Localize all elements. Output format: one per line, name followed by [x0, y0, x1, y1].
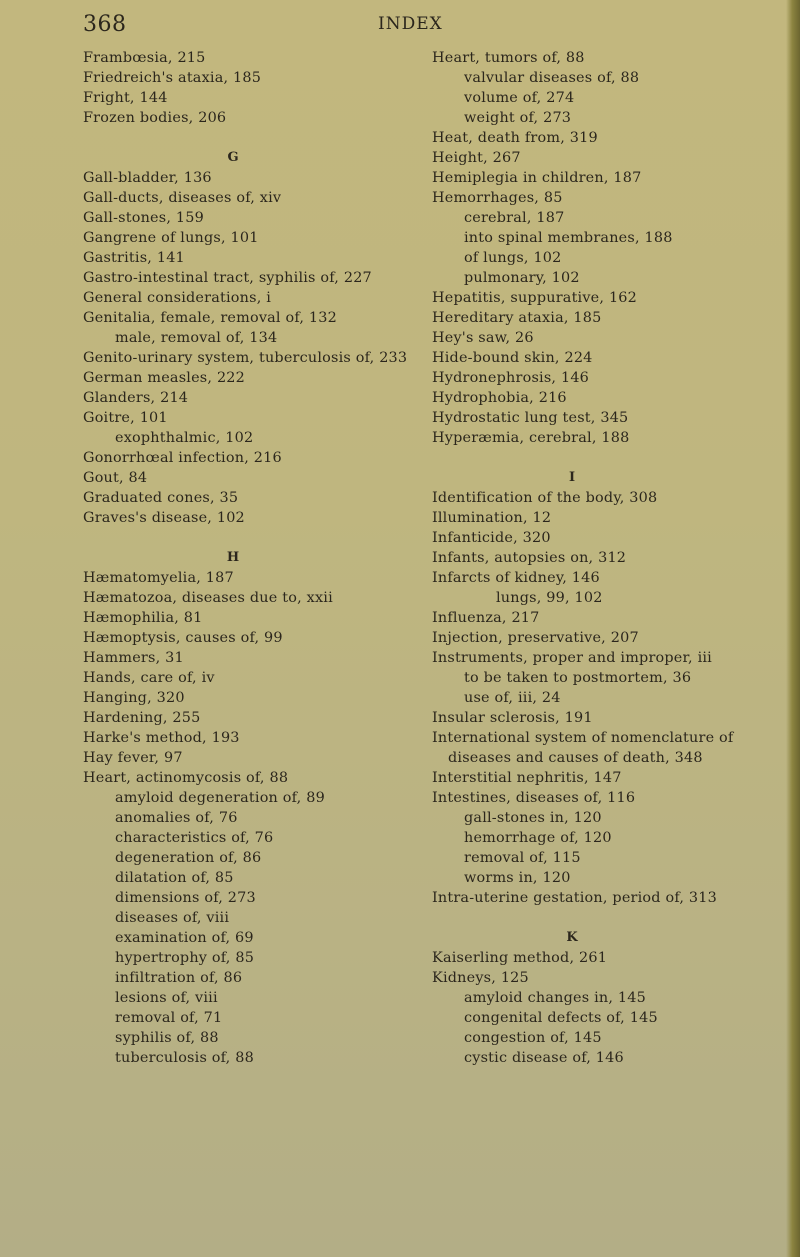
index-entry: Hemiplegia in children, 187: [432, 170, 642, 186]
index-entry: Gall-stones, 159: [83, 210, 204, 226]
index-entry: Hæmatozoa, diseases due to, xxii: [83, 590, 333, 606]
index-subentry: removal of, 115: [464, 850, 581, 866]
index-entry: Gastritis, 141: [83, 250, 185, 266]
index-entry: Genito-urinary system, tuberculosis of, 233: [83, 350, 408, 366]
index-entry: Hydrostatic lung test, 345: [432, 410, 629, 426]
index-subentry: degeneration of, 86: [115, 850, 262, 866]
index-entry: Infarcts of kidney, 146: [432, 570, 600, 586]
index-entry: Hæmatomyelia, 187: [83, 570, 234, 586]
index-entry: Hammers, 31: [83, 650, 184, 666]
index-subentry: anomalies of, 76: [115, 810, 238, 826]
index-column-left: [83, 48, 413, 1068]
page-number: 368: [83, 12, 127, 37]
index-entry: Friedreich's ataxia, 185: [83, 70, 262, 86]
index-entry: Kidneys, 125: [432, 970, 529, 986]
section-heading-h: H: [226, 550, 240, 565]
index-entry: Infanticide, 320: [432, 530, 551, 546]
index-entry: Hanging, 320: [83, 690, 185, 706]
index-subentry: volume of, 274: [464, 90, 575, 106]
index-subentry: lungs, 99, 102: [496, 590, 603, 606]
index-subentry: hypertrophy of, 85: [115, 950, 255, 966]
index-subentry: cerebral, 187: [464, 210, 565, 226]
index-entry: Frozen bodies, 206: [83, 110, 227, 126]
index-subentry: amyloid changes in, 145: [464, 990, 646, 1006]
index-entry: Infants, autopsies on, 312: [432, 550, 627, 566]
index-entry: Instruments, proper and improper, iii: [432, 650, 712, 666]
index-subentry: cystic disease of, 146: [464, 1050, 624, 1066]
index-subentry: worms in, 120: [464, 870, 571, 886]
index-entry: Heart, tumors of, 88: [432, 50, 585, 66]
index-subentry: to be taken to postmortem, 36: [464, 670, 692, 686]
index-entry: Influenza, 217: [432, 610, 540, 626]
index-entry: Hands, care of, iv: [83, 670, 215, 686]
section-k: [432, 948, 800, 1068]
section-h-continued: [432, 48, 800, 448]
index-subentry: characteristics of, 76: [115, 830, 274, 846]
index-entry: Gastro-intestinal tract, syphilis of, 227: [83, 270, 372, 286]
index-subentry: weight of, 273: [464, 110, 572, 126]
index-entry: Hyperæmia, cerebral, 188: [432, 430, 630, 446]
index-subentry: syphilis of, 88: [115, 1030, 219, 1046]
index-subentry: infiltration of, 86: [115, 970, 243, 986]
index-entry: Harke's method, 193: [83, 730, 240, 746]
section-f: [83, 48, 413, 128]
index-entry: Intra-uterine gestation, period of, 313: [432, 890, 717, 906]
index-entry: German measles, 222: [83, 370, 246, 386]
index-subentry: male, removal of, 134: [115, 330, 278, 346]
index-entry: Identification of the body, 308: [432, 490, 658, 506]
index-subentry: dilatation of, 85: [115, 870, 234, 886]
index-subentry: removal of, 71: [115, 1010, 223, 1026]
index-entry: International system of nomenclature of: [432, 730, 734, 746]
index-subentry: hemorrhage of, 120: [464, 830, 612, 846]
index-entry: Gonorrhœal infection, 216: [83, 450, 282, 466]
section-h: [83, 568, 413, 1068]
section-heading-g: G: [227, 150, 239, 165]
index-entry: Gall-bladder, 136: [83, 170, 212, 186]
section-g: [83, 168, 413, 528]
index-subentry: lesions of, viii: [115, 990, 218, 1006]
index-subentry: diseases and causes of death, 348: [448, 750, 703, 766]
index-entry: Height, 267: [432, 150, 521, 166]
index-entry: Hey's saw, 26: [432, 330, 534, 346]
index-column-right: [432, 48, 800, 1068]
index-subentry: diseases of, viii: [115, 910, 230, 926]
index-entry: Hemorrhages, 85: [432, 190, 563, 206]
index-entry: Gangrene of lungs, 101: [83, 230, 259, 246]
index-entry: Hydronephrosis, 146: [432, 370, 590, 386]
index-subentry: gall-stones in, 120: [464, 810, 602, 826]
index-subentry: of lungs, 102: [464, 250, 562, 266]
index-entry: Frambœsia, 215: [83, 50, 206, 66]
running-head: INDEX: [378, 14, 443, 34]
index-subentry: into spinal membranes, 188: [464, 230, 673, 246]
index-entry: Intestines, diseases of, 116: [432, 790, 636, 806]
index-subentry: congenital defects of, 145: [464, 1010, 658, 1026]
index-entry: Insular sclerosis, 191: [432, 710, 593, 726]
index-subentry: valvular diseases of, 88: [464, 70, 640, 86]
index-entry: Hide-bound skin, 224: [432, 350, 593, 366]
index-entry: Gout, 84: [83, 470, 148, 486]
index-entry: Fright, 144: [83, 90, 168, 106]
index-entry: General considerations, i: [83, 290, 272, 306]
index-entry: Hæmophilia, 81: [83, 610, 203, 626]
index-subentry: dimensions of, 273: [115, 890, 256, 906]
index-entry: Interstitial nephritis, 147: [432, 770, 622, 786]
index-entry: Genitalia, female, removal of, 132: [83, 310, 337, 326]
index-subentry: use of, iii, 24: [464, 690, 561, 706]
index-entry: Graves's disease, 102: [83, 510, 245, 526]
index-entry: Glanders, 214: [83, 390, 189, 406]
index-entry: Hay fever, 97: [83, 750, 183, 766]
index-entry: Injection, preservative, 207: [432, 630, 639, 646]
index-subentry: congestion of, 145: [464, 1030, 602, 1046]
index-entry: Illumination, 12: [432, 510, 552, 526]
index-entry: Hydrophobia, 216: [432, 390, 567, 406]
section-i: [432, 488, 800, 908]
index-entry: Hæmoptysis, causes of, 99: [83, 630, 283, 646]
index-subentry: tuberculosis of, 88: [115, 1050, 254, 1066]
index-entry: Goitre, 101: [83, 410, 168, 426]
index-entry: Heart, actinomycosis of, 88: [83, 770, 289, 786]
section-heading-k: K: [566, 930, 578, 945]
index-entry: Heat, death from, 319: [432, 130, 598, 146]
index-entry: Gall-ducts, diseases of, xiv: [83, 190, 282, 206]
index-entry: Kaiserling method, 261: [432, 950, 608, 966]
index-subentry: pulmonary, 102: [464, 270, 580, 286]
index-entry: Graduated cones, 35: [83, 490, 239, 506]
index-subentry: examination of, 69: [115, 930, 254, 946]
index-entry: Hardening, 255: [83, 710, 201, 726]
index-entry: Hepatitis, suppurative, 162: [432, 290, 638, 306]
section-heading-i: I: [568, 470, 576, 485]
index-subentry: amyloid degeneration of, 89: [115, 790, 325, 806]
index-subentry: exophthalmic, 102: [115, 430, 254, 446]
index-entry: Hereditary ataxia, 185: [432, 310, 602, 326]
